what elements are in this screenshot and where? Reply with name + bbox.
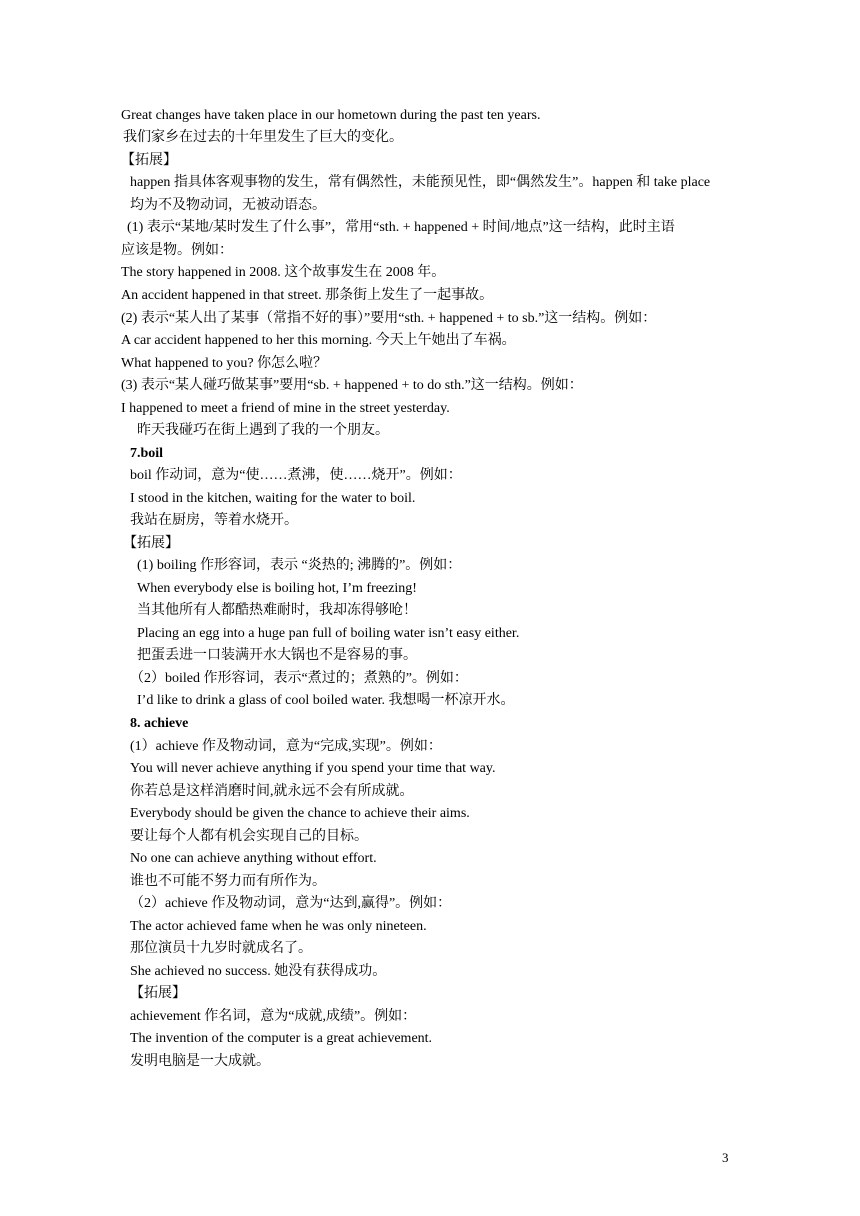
section-heading-boil: 7.boil bbox=[130, 446, 164, 461]
translation: 昨天我碰巧在街上遇到了我的一个朋友。 bbox=[137, 423, 389, 438]
example-sentence: An accident happened in that street. 那条街上发生了一起事故。 bbox=[121, 288, 494, 303]
example-sentence: No one can achieve anything without effort. bbox=[130, 851, 377, 866]
example-sentence: What happened to you? 你怎么啦？ bbox=[121, 356, 328, 371]
usage-rule: （2）achieve 作及物动词，意为“达到,赢得”。例如： bbox=[130, 896, 452, 911]
definition: achievement 作名词，意为“成就,成绩”。例如： bbox=[130, 1009, 417, 1024]
translation: 要让每个人都有机会实现自己的目标。 bbox=[130, 829, 368, 844]
example-sentence: Great changes have taken place in our hometown during the past ten years. bbox=[121, 108, 541, 123]
usage-rule: (1) boiling 作形容词，表示 “炎热的; 沸腾的”。例如： bbox=[137, 558, 462, 573]
translation: 我们家乡在过去的十年里发生了巨大的变化。 bbox=[123, 130, 403, 145]
explanation-text: 均为不及物动词，无被动语态。 bbox=[130, 198, 326, 213]
example-sentence: The actor achieved fame when he was only nineteen. bbox=[130, 919, 427, 934]
example-sentence: When everybody else is boiling hot, I’m freezing! bbox=[137, 581, 417, 596]
section-heading-achieve: 8. achieve bbox=[130, 716, 189, 731]
usage-rule: (2) 表示“某人出了某事（常指不好的事）”要用“sth. + happened + to sb.”这一结构。例如： bbox=[121, 311, 657, 326]
example-sentence: You will never achieve anything if you spend your time that way. bbox=[130, 761, 496, 776]
translation: 那位演员十九岁时就成名了。 bbox=[130, 941, 312, 956]
example-sentence: The invention of the computer is a great achievement. bbox=[130, 1031, 433, 1046]
usage-rule: (1）achieve 作及物动词，意为“完成,实现”。例如： bbox=[130, 739, 442, 754]
example-sentence: The story happened in 2008. 这个故事发生在 2008 年。 bbox=[121, 265, 446, 280]
example-sentence: I happened to meet a friend of mine in the street yesterday. bbox=[121, 401, 450, 416]
translation: 当其他所有人都酷热难耐时，我却冻得够呛！ bbox=[137, 603, 417, 618]
explanation-text: happen 指具体客观事物的发生，常有偶然性，未能预见性，即“偶然发生”。happen 和 take place bbox=[130, 175, 711, 190]
example-sentence: Placing an egg into a huge pan full of boiling water isn’t easy either. bbox=[137, 626, 520, 641]
usage-rule: 应该是物。例如： bbox=[121, 243, 233, 258]
translation: 我站在厨房，等着水烧开。 bbox=[130, 513, 298, 528]
example-sentence: Everybody should be given the chance to achieve their aims. bbox=[130, 806, 470, 821]
translation: 你若总是这样消磨时间,就永远不会有所成就。 bbox=[130, 784, 414, 799]
example-sentence: I’d like to drink a glass of cool boiled water. 我想喝一杯凉开水。 bbox=[137, 693, 515, 708]
example-sentence: A car accident happened to her this morning. 今天上午她出了车祸。 bbox=[121, 333, 516, 348]
extension-heading: 【拓展】 bbox=[130, 986, 186, 1001]
usage-rule: （2）boiled 作形容词，表示“煮过的；煮熟的”。例如： bbox=[130, 671, 468, 686]
definition: boil 作动词，意为“使……煮沸，使……烧开”。例如： bbox=[130, 468, 462, 483]
page-number: 3 bbox=[722, 1150, 729, 1165]
usage-rule: (1) 表示“某地/某时发生了什么事”，常用“sth. + happened + 时间/地点”这一结构，此时主语 bbox=[127, 220, 675, 235]
extension-heading: 【拓展】 bbox=[121, 153, 177, 168]
translation: 发明电脑是一大成就。 bbox=[130, 1054, 270, 1069]
usage-rule: (3) 表示“某人碰巧做某事”要用“sb. + happened + to do sth.”这一结构。例如： bbox=[121, 378, 583, 393]
translation: 谁也不可能不努力而有所作为。 bbox=[130, 874, 326, 889]
translation: 把蛋丢进一口装满开水大锅也不是容易的事。 bbox=[137, 648, 417, 663]
example-sentence: She achieved no success. 她没有获得成功。 bbox=[130, 964, 387, 979]
example-sentence: I stood in the kitchen, waiting for the water to boil. bbox=[130, 491, 416, 506]
extension-heading: 【拓展】 bbox=[123, 536, 179, 551]
